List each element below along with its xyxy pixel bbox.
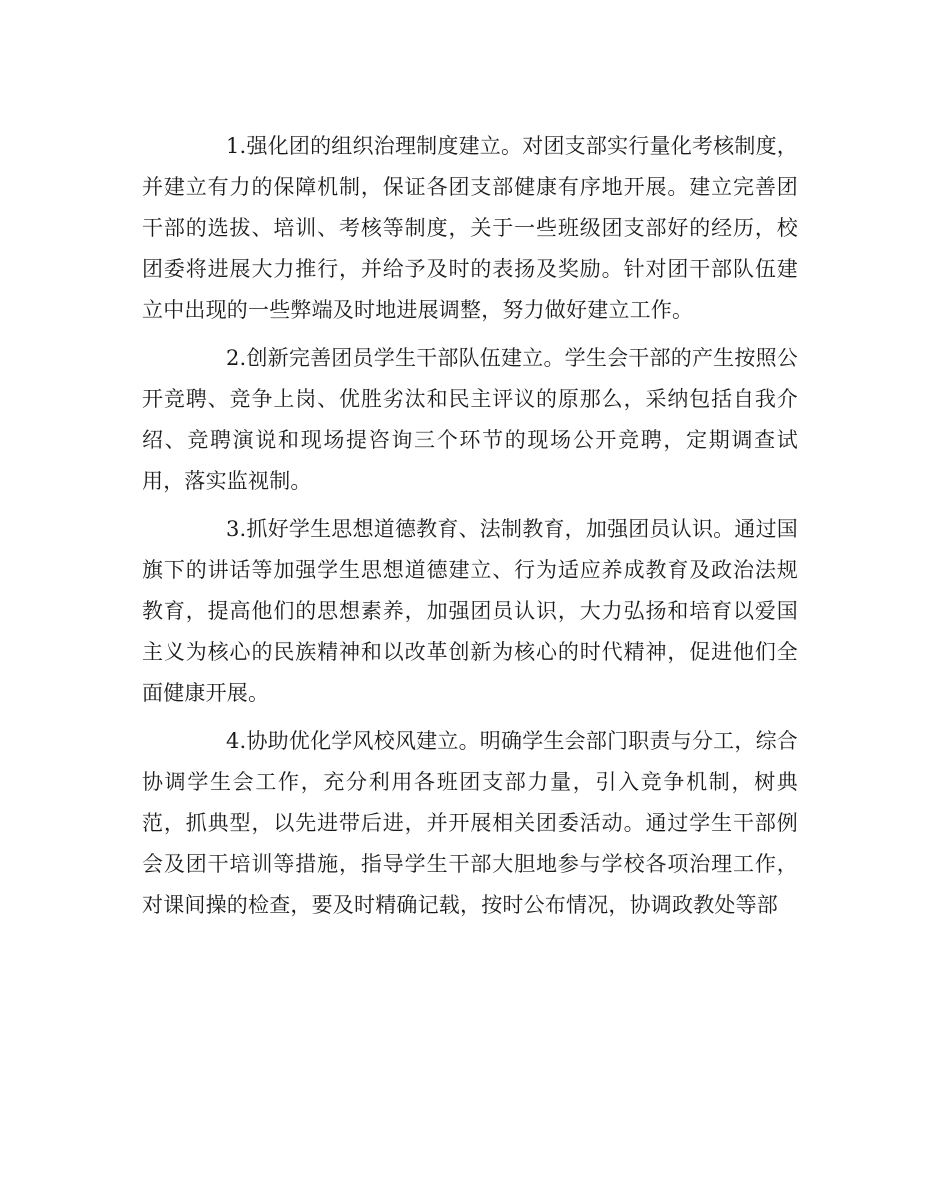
paragraph-1: 1.强化团的组织治理制度建立。对团支部实行量化考核制度，并建立有力的保障机制，保证各团支部健康有序地开展。建立完善团干部的选拔、培训、考核等制度，关于一些班级团支部好的经历，校团委将进展大力推行，并给予及时的表扬及奖励。针对团干部队伍建立中出现的一些弊端及时地进展调整，努力做好建立工作。 xyxy=(142,134,798,322)
document-body xyxy=(142,126,798,933)
paragraph-4: 4.协助优化学风校风建立。明确学生会部门职责与分工，综合协调学生会工作，充分利用各班团支部力量，引入竞争机制，树典范，抓典型，以先进带后进，并开展相关团委活动。通过学生干部例会及团干培训等措施，指导学生干部大胆地参与学校各项治理工作，对课间操的检查，要及时精确记载，按时公布情况，协调政教处等部 xyxy=(142,729,798,917)
paragraph-2: 2.创新完善团员学生干部队伍建立。学生会干部的产生按照公开竞聘、竞争上岗、优胜劣汰和民主评议的原那么，采纳包括自我介绍、竞聘演说和现场提咨询三个环节的现场公开竞聘，定期调查试用，落实监视制。 xyxy=(142,346,798,493)
paragraph-3: 3.抓好学生思想道德教育、法制教育，加强团员认识。通过国旗下的讲话等加强学生思想道德建立、行为适应养成教育及政治法规教育，提高他们的思想素养，加强团员认识，大力弘扬和培育以爱国主义为核心的民族精神和以改革创新为核心的时代精神，促进他们全面健康开展。 xyxy=(142,517,798,705)
